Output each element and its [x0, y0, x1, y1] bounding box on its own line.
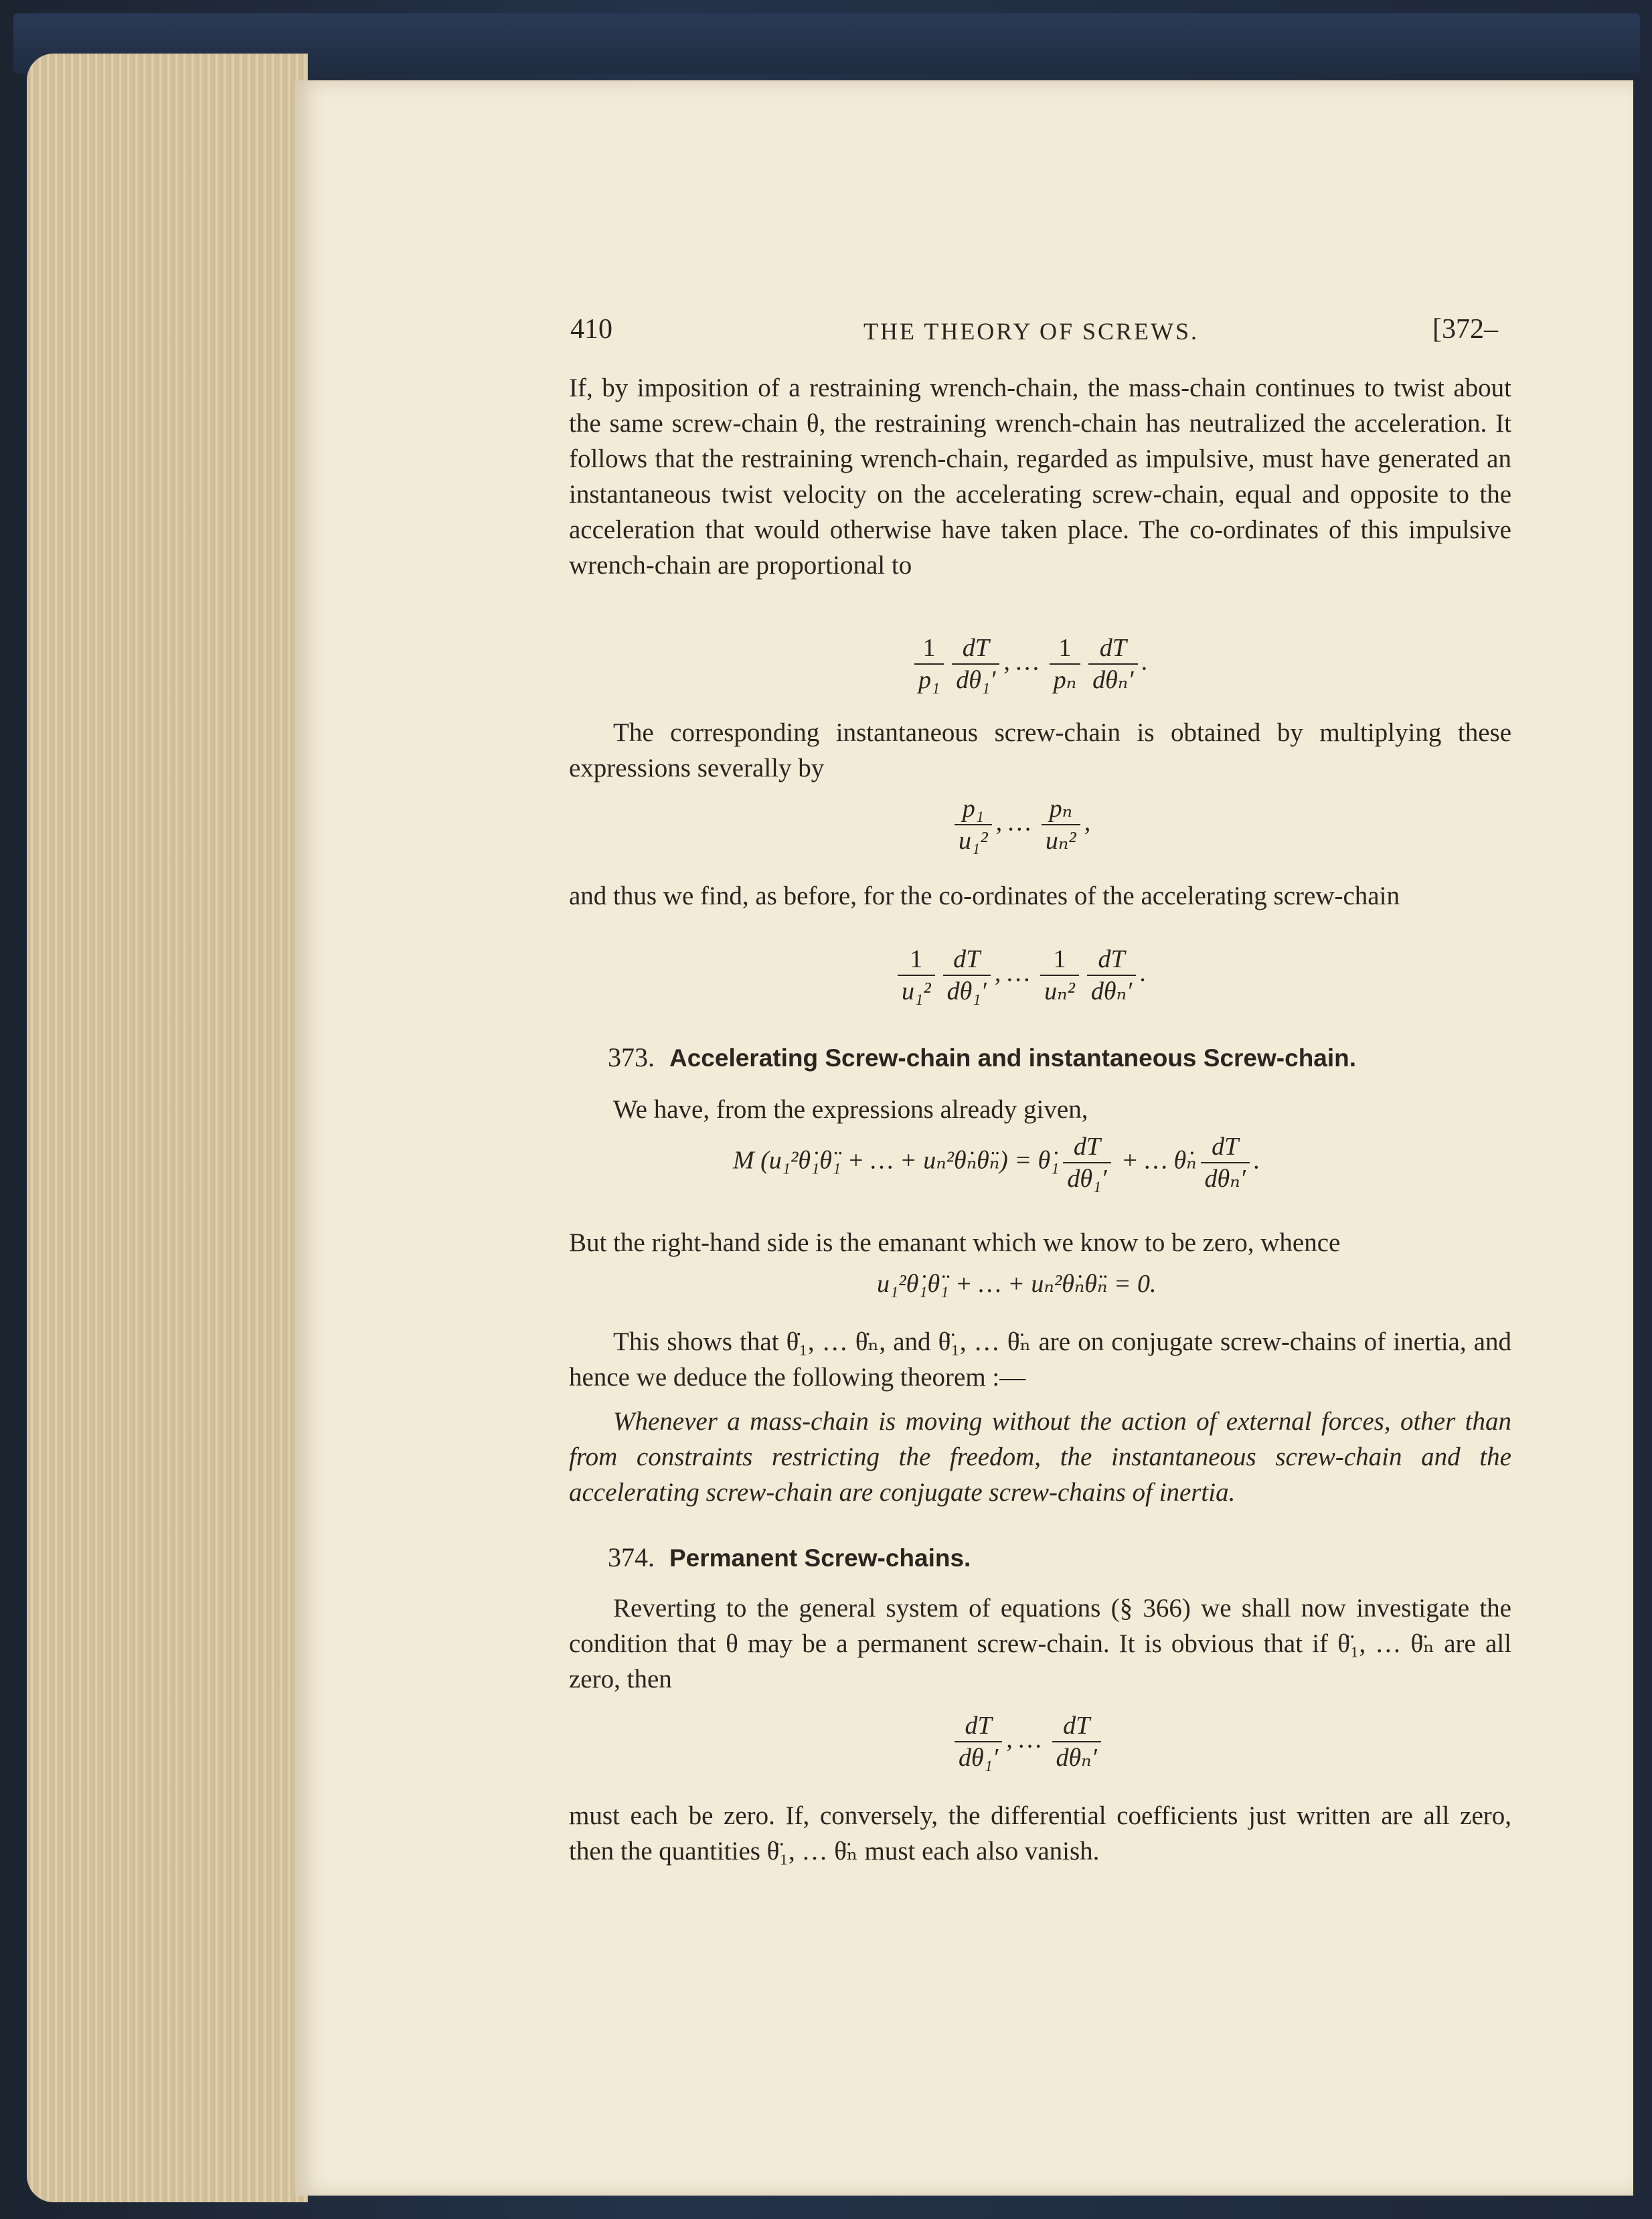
section-title: Accelerating Screw-chain and instantaneous Screw-chain. — [669, 1044, 1357, 1072]
section-title: Permanent Screw-chains. — [669, 1544, 971, 1572]
section-number: 374. — [608, 1542, 655, 1572]
fraction: $\frac{dT}{\text{dθ₁′}}$ — [952, 633, 999, 695]
section-heading-374 — [608, 1542, 971, 1573]
paragraph-4 — [569, 1092, 1511, 1127]
paragraph-text: Reverting to the general system of equations (§ 366) we shall now investigate the condition that θ may be a permanent screw-chain. It is obvious that if θ̈₁, … θ̈ₙ are all zero, then — [569, 1594, 1511, 1694]
paragraph-text: If, by imposition of a restraining wrench-chain, the mass-chain continues to twist about the same screw-chain θ, the restraining wrench-chain has neutralized the acceleration. It follows that the restraining wrench-chain, regarded as impulsive, must have generated an instantaneous twist velocity on the accelerating screw-chain, equal and opposite to the acceleration that would otherwise have taken place. The co-ordinates of this impulsive wrench-chain are proportional to — [569, 374, 1511, 580]
fraction: $\frac{dT}{\text{dθₙ′}}$ — [1052, 1710, 1101, 1773]
equation-6: $\frac{dT}{\text{dθ₁′}}$ , … $\frac{dT}{\text{dθₙ′}}$ — [951, 1710, 1105, 1773]
paragraph-8 — [569, 1798, 1511, 1869]
fraction: $\frac{dT}{\text{dθ₁′}}$ — [943, 944, 991, 1007]
equation-3: $\frac{1}{\text{u₁²}}$ $\frac{dT}{\text{dθ₁′}}$ , … $\frac{1}{\text{uₙ²}}$ $\frac{dT}{\text{dθₙ′}}$ . — [894, 944, 1147, 1007]
running-header — [0, 313, 1652, 353]
page-number: 410 — [570, 314, 612, 345]
paragraph-2 — [569, 715, 1511, 786]
section-marker: [372– — [1432, 314, 1498, 345]
paragraph-text: But the right-hand side is the emanant which we know to be zero, whence — [569, 1228, 1341, 1257]
paragraph-3 — [569, 878, 1511, 914]
fraction: $\frac{dT}{\text{dθₙ′}}$ — [1088, 633, 1137, 695]
fraction: $\frac{dT}{\text{dθ₁′}}$ — [955, 1710, 1002, 1773]
paragraph-1 — [569, 370, 1511, 583]
paragraph-text: must each be zero. If, conversely, the differential coefficients just written are all zero, then the quantities θ̈₁, … θ̈ₙ must each also vanish. — [569, 1801, 1511, 1866]
theorem-text: Whenever a mass-chain is moving without the action of external forces, other than from constraints restricting the freedom, the instantaneous screw-chain and the accelerating screw-chain are conjugate screw-chains of inertia. — [569, 1407, 1511, 1507]
fraction: $\frac{dT}{\text{dθₙ′}}$ — [1087, 944, 1136, 1007]
fraction: $\frac{\text{p₁}}{\text{u₁²}}$ — [955, 793, 992, 856]
paragraph-text: and thus we find, as before, for the co-ordinates of the accelerating screw-chain — [569, 882, 1400, 910]
page-edges — [27, 54, 308, 2202]
fraction: $\frac{1}{\text{pₙ}}$ — [1050, 633, 1080, 695]
fraction: $\frac{1}{\text{p₁}}$ — [914, 633, 944, 695]
paragraph-text: We have, from the expressions already given, — [613, 1095, 1088, 1124]
equation-2: $\frac{\text{p₁}}{\text{u₁²}}$ , … $\frac{\text{pₙ}}{\text{uₙ²}}$ , — [951, 793, 1090, 856]
theorem — [569, 1404, 1511, 1510]
section-heading-373 — [608, 1042, 1356, 1073]
fraction: $\frac{\text{pₙ}}{\text{uₙ²}}$ — [1042, 793, 1080, 856]
paragraph-7 — [569, 1590, 1511, 1697]
paragraph-5 — [569, 1225, 1511, 1260]
fraction: $\frac{dT}{\text{dθ₁′}}$ — [1063, 1131, 1110, 1194]
equation-4: M (u₁²θ̇₁θ̈₁ + … + uₙ²θ̇ₙθ̈ₙ) = θ̇₁ $\frac{dT}{\text{dθ₁′}}$ + … θ̇ₙ $\frac{dT}{\text{dθₙ′}}$ . — [733, 1133, 1260, 1193]
paragraph-6 — [569, 1324, 1511, 1395]
section-number: 373. — [608, 1042, 655, 1072]
fraction: $\frac{dT}{\text{dθₙ′}}$ — [1201, 1131, 1250, 1194]
fraction: $\frac{1}{\text{uₙ²}}$ — [1040, 944, 1079, 1007]
fraction: $\frac{1}{\text{u₁²}}$ — [898, 944, 935, 1007]
paragraph-text: This shows that θ̇₁, … θ̇ₙ, and θ̈₁, … θ̈ₙ are on conjugate screw-chains of inertia, and hence we deduce the following theorem :— — [569, 1327, 1511, 1392]
equation-5: u₁²θ̇₁θ̈₁ + … + uₙ²θ̇ₙθ̈ₙ = 0. — [877, 1270, 1157, 1298]
paragraph-text: The corresponding instantaneous screw-chain is obtained by multiplying these expressions severally by — [569, 718, 1511, 783]
running-title: THE THEORY OF SCREWS. — [863, 318, 1200, 345]
equation-1: $\frac{1}{\text{p₁}}$ $\frac{dT}{\text{dθ₁′}}$ , … $\frac{1}{\text{pₙ}}$ $\frac{dT}{\text{dθₙ′}}$ . — [910, 633, 1148, 695]
